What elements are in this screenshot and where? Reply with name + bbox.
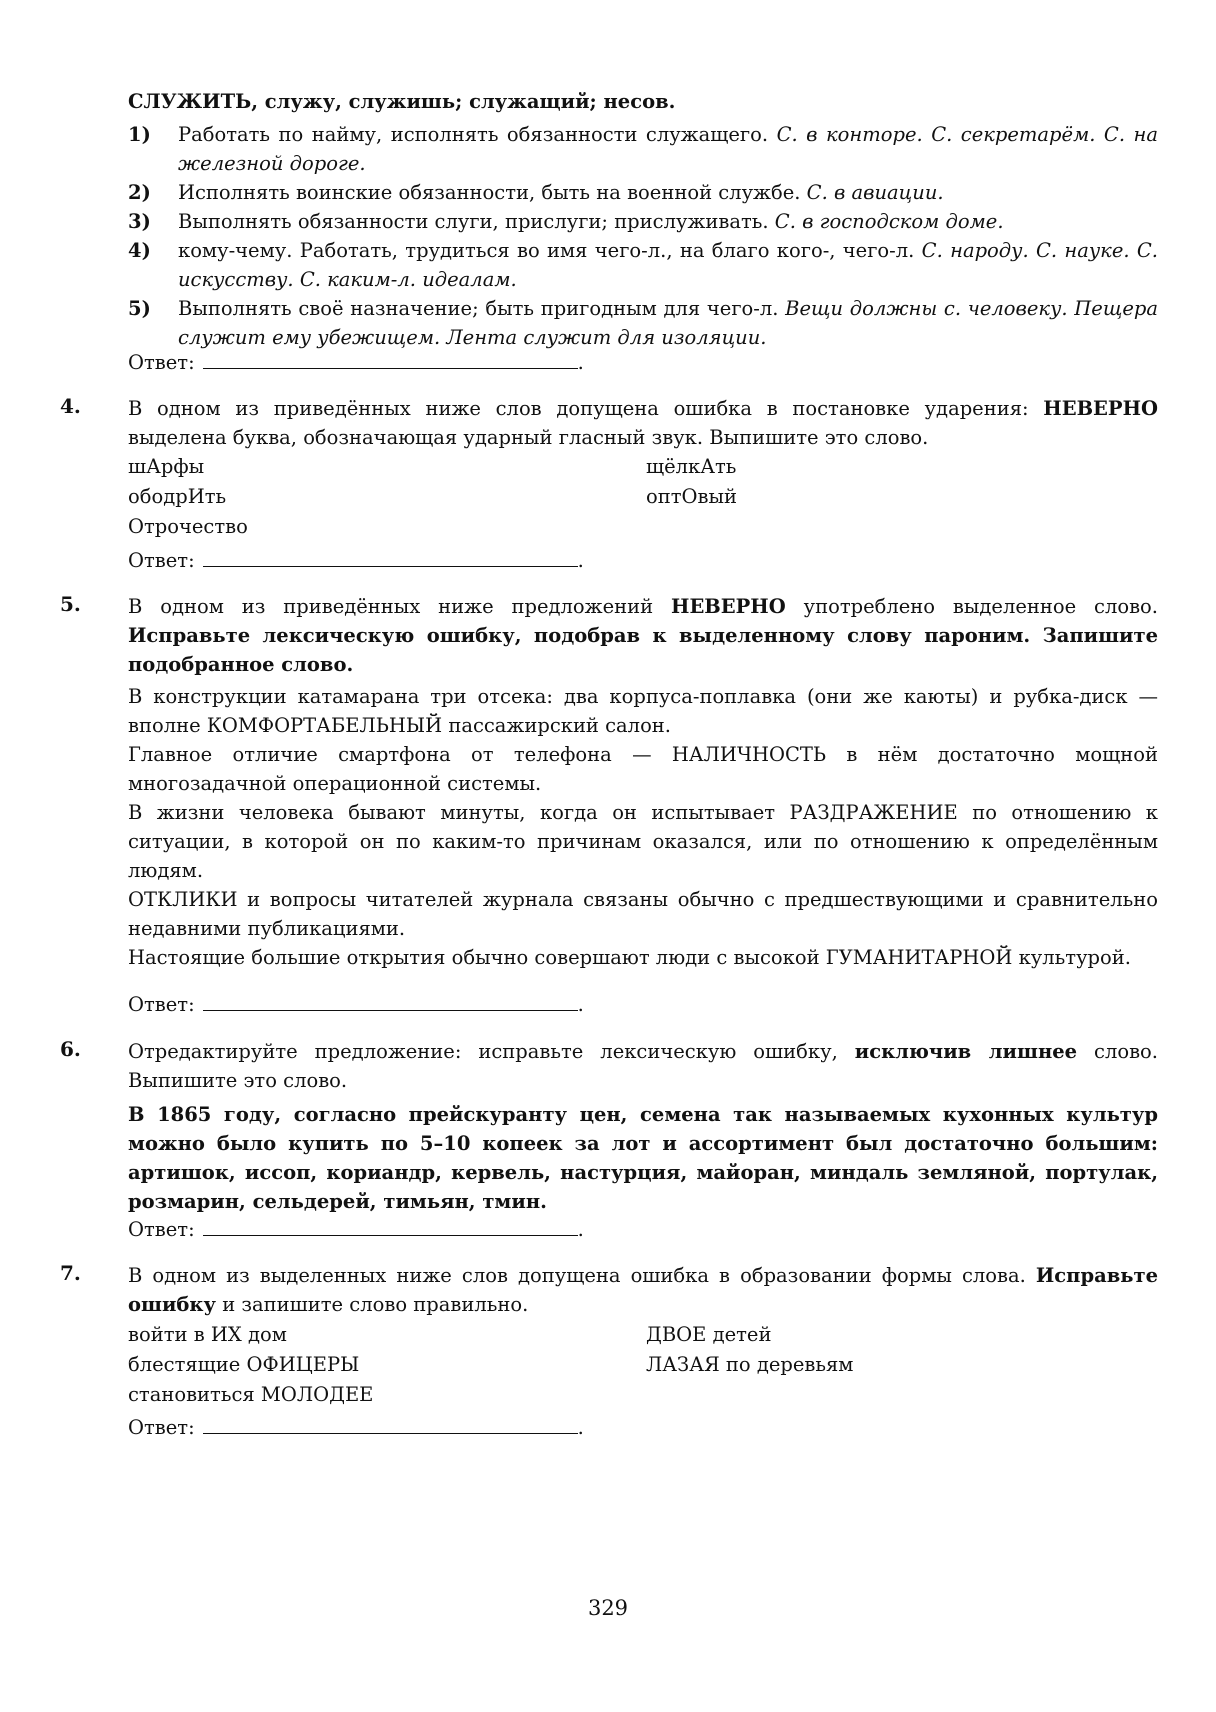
- word-option: оптОвый: [646, 485, 738, 508]
- phrase-option: войти в ИХ дом: [128, 1323, 287, 1346]
- sense-number: 2): [128, 181, 151, 204]
- prompt-text: и запишите слово правильно.: [216, 1293, 529, 1316]
- phrase-option: ДВОЕ детей: [646, 1323, 772, 1346]
- word-option: ободрИть: [128, 485, 227, 508]
- prompt-bold: НЕВЕРНО: [1043, 397, 1158, 420]
- answer-field[interactable]: [203, 1215, 578, 1236]
- sentence: ОТКЛИКИ и вопросы читателей журнала связаны обычно с предшествующими и сравнительно недавними публикациями.: [128, 888, 1158, 940]
- answer-label: Ответ:: [128, 351, 195, 374]
- phrase-option: становиться МОЛОДЕЕ: [128, 1383, 374, 1406]
- answer-period: .: [577, 549, 584, 572]
- sense-number: 5): [128, 297, 151, 320]
- sense-item: [128, 207, 1158, 236]
- q6-sentence: В 1865 году, согласно прейскуранту цен, семена так называемых кухонных культур можно было купить по 5–10 копеек за лот и ассортимент был достаточно большим: артишок, иссоп, кориандр, кервель, настурция, майоран, миндаль земляной, портулак, розмарин, сельдерей, тимьян, тмин.: [128, 1103, 1158, 1213]
- q7-left-phrases: [128, 1320, 373, 1410]
- prompt-bold: Исправьте ошибку: [128, 1264, 1158, 1316]
- answer-label: Ответ:: [128, 1218, 195, 1241]
- question-number-5: 5.: [60, 592, 81, 616]
- answer-row-5: [128, 990, 584, 1019]
- sense-examples: С. народу. С. науке. С. искусству. С. каким-л. идеалам.: [178, 239, 1158, 291]
- prompt-text: В одном из выделенных ниже слов допущена ошибка в образовании формы слова.: [128, 1264, 1036, 1287]
- answer-row-6: [128, 1215, 584, 1244]
- answer-field[interactable]: [203, 990, 578, 1011]
- sense-examples: С. в господском доме.: [774, 210, 1004, 233]
- prompt-text: В одном из приведённых ниже предложений: [128, 595, 672, 618]
- prompt-bold: Исправьте лексическую ошибку, подобрав к выделенному слову пароним. Запишите подобранное слово.: [128, 624, 1158, 676]
- answer-period: .: [577, 1416, 584, 1439]
- q4-right-words: [646, 452, 737, 512]
- prompt-text: слово. Выпишите это слово.: [128, 1040, 1158, 1092]
- prompt-text: Отредактируйте предложение: исправьте лексическую ошибку,: [128, 1040, 855, 1063]
- sentence: В жизни человека бывают минуты, когда он испытывает РАЗДРАЖЕНИЕ по отношению к ситуации, в которой он по каким-то причинам оказался, или по отношению к определённым людям.: [128, 801, 1158, 882]
- word-option: шАрфы: [128, 455, 205, 478]
- word-option: щёлкАть: [646, 455, 737, 478]
- sense-examples: С. в конторе. С. секретарём. С. на железной дороге.: [178, 123, 1158, 175]
- question-7-prompt: [128, 1261, 1158, 1319]
- answer-field[interactable]: [203, 546, 578, 567]
- answer-period: .: [577, 351, 584, 374]
- sense-examples: Вещи должны с. человеку. Пещера служит ему убежищем. Лента служит для изоляции.: [178, 297, 1158, 349]
- headword-forms: служу, служишь; служащий; несов.: [258, 90, 676, 113]
- answer-label: Ответ:: [128, 549, 195, 572]
- prompt-text: В одном из приведённых ниже слов допущена ошибка в постановке ударения:: [128, 397, 1044, 420]
- answer-row-3: [128, 348, 584, 377]
- question-5-prompt: [128, 592, 1158, 679]
- answer-row-7: [128, 1413, 584, 1442]
- word-option: Отрочество: [128, 515, 248, 538]
- prompt-bold: НЕВЕРНО: [671, 595, 786, 618]
- dictionary-entry: [128, 87, 1158, 352]
- answer-label: Ответ:: [128, 1416, 195, 1439]
- sense-definition: Исполнять воинские обязанности, быть на военной службе.: [178, 181, 807, 204]
- sense-item: [128, 236, 1158, 294]
- prompt-bold: исключив лишнее: [854, 1040, 1078, 1063]
- sense-number: 4): [128, 239, 151, 262]
- headword: СЛУЖИТЬ,: [128, 90, 258, 113]
- question-4-prompt: [128, 394, 1158, 452]
- page-number: 329: [587, 1596, 629, 1620]
- sense-definition: Работать по найму, исполнять обязанности служащего.: [178, 123, 777, 146]
- question-number-4: 4.: [60, 394, 81, 418]
- q7-right-phrases: [646, 1320, 853, 1380]
- answer-period: .: [577, 1218, 584, 1241]
- prompt-text: употреблено выделенное слово.: [785, 595, 1158, 618]
- answer-period: .: [577, 993, 584, 1016]
- sense-item: [128, 178, 1158, 207]
- sentence: В конструкции катамарана три отсека: два корпуса-поплавка (они же каюты) и рубка-диск — вполне КОМФОРТАБЕЛЬНЫЙ пассажирский салон.: [128, 685, 1158, 737]
- answer-field[interactable]: [203, 348, 578, 369]
- question-number-7: 7.: [60, 1261, 81, 1285]
- sense-definition: Выполнять своё назначение; быть пригодным для чего-л.: [178, 297, 786, 320]
- phrase-option: ЛАЗАЯ по деревьям: [646, 1353, 854, 1376]
- answer-field[interactable]: [203, 1413, 578, 1434]
- question-number-6: 6.: [60, 1037, 81, 1061]
- sense-list: [128, 120, 1158, 352]
- sense-item: [128, 120, 1158, 178]
- q5-sentences: [128, 682, 1158, 972]
- sense-number: 3): [128, 210, 151, 233]
- sense-examples: С. в авиации.: [806, 181, 944, 204]
- prompt-text: выделена буква, обозначающая ударный гласный звук. Выпишите это слово.: [128, 426, 929, 449]
- sense-number: 1): [128, 123, 151, 146]
- sense-item: [128, 294, 1158, 352]
- phrase-option: блестящие ОФИЦЕРЫ: [128, 1353, 360, 1376]
- sense-definition: Выполнять обязанности слуги, прислуги; прислуживать.: [178, 210, 775, 233]
- sense-definition: кому-чему. Работать, трудиться во имя чего-л., на благо кого-, чего-л.: [178, 239, 922, 262]
- sentence: Главное отличие смартфона от телефона — НАЛИЧНОСТЬ в нём достаточно мощной многозадачной операционной системы.: [128, 743, 1158, 795]
- answer-label: Ответ:: [128, 993, 195, 1016]
- entry-headline: [128, 87, 1158, 116]
- question-6-prompt: [128, 1037, 1158, 1095]
- sentence: Настоящие большие открытия обычно совершают люди с высокой ГУМАНИТАРНОЙ культурой.: [128, 946, 1131, 969]
- q4-left-words: [128, 452, 248, 542]
- answer-row-4: [128, 546, 584, 575]
